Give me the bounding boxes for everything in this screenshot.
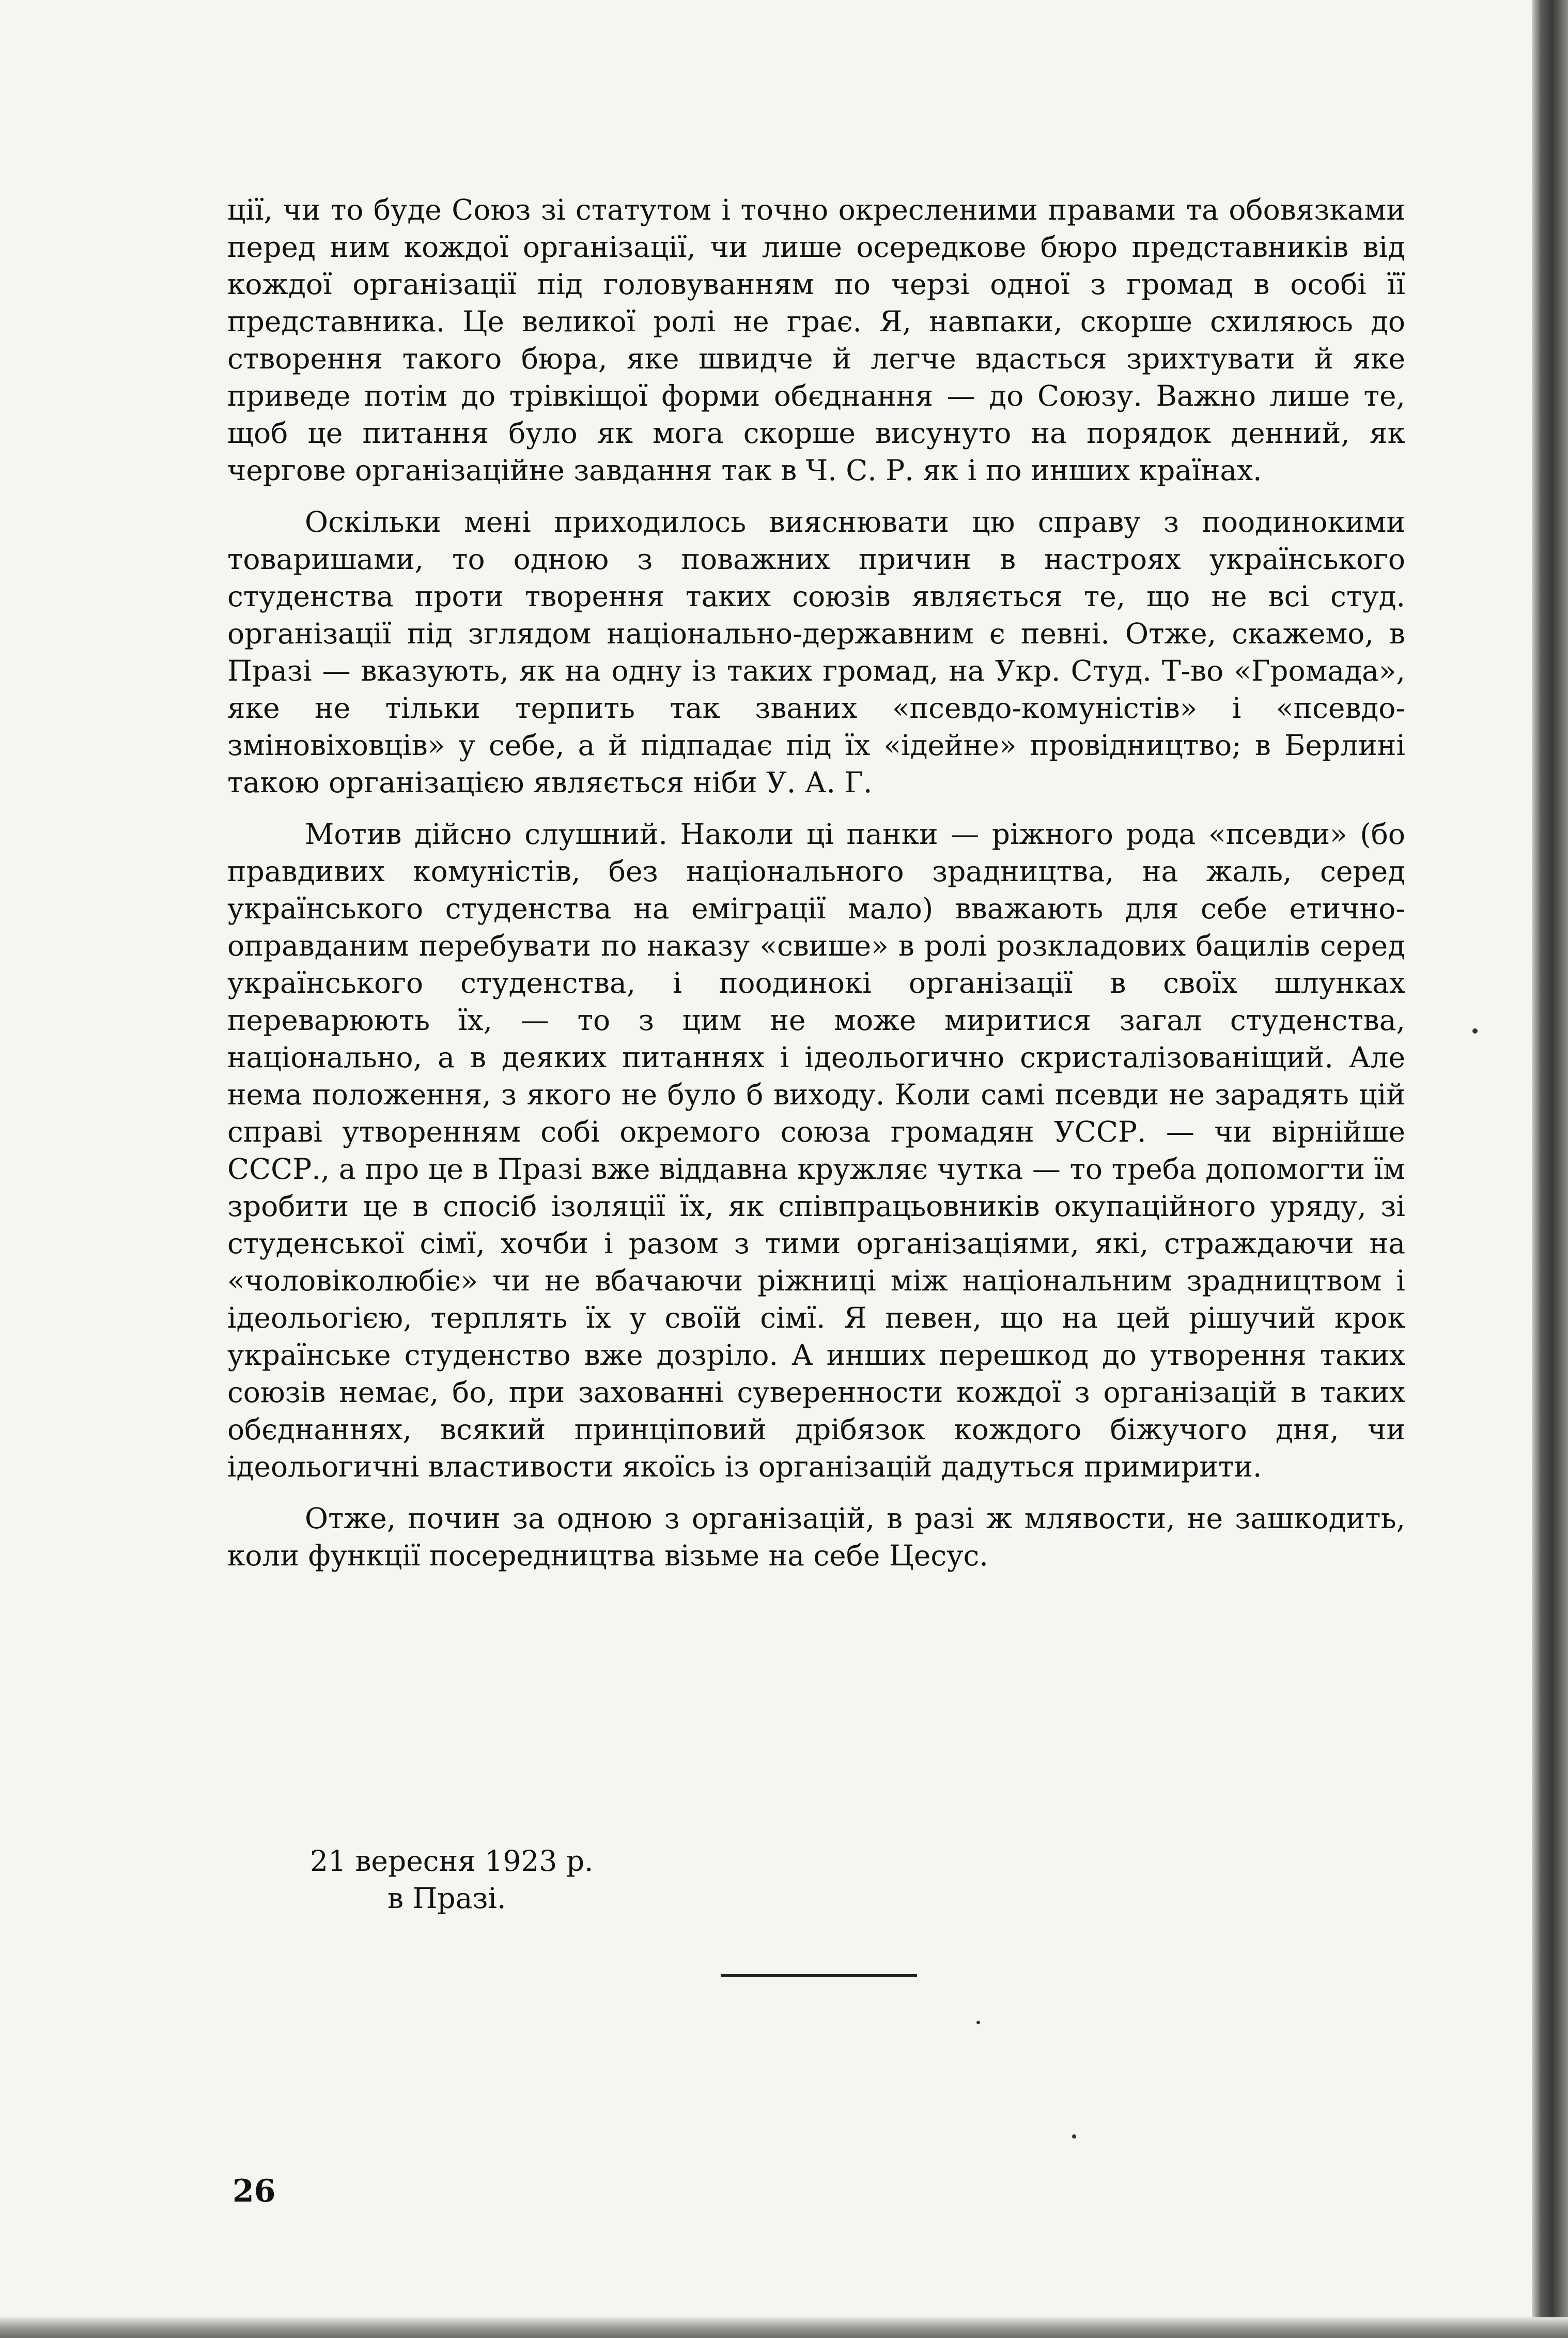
scan-speck [976, 2021, 980, 2024]
page-number: 26 [232, 2173, 276, 2209]
page-edge-shadow [1532, 0, 1568, 2338]
scan-speck [1472, 1028, 1478, 1034]
signoff-date: 21 вересня 1923 р. [310, 1844, 594, 1878]
paragraph-2: Оскільки мені приходилось вияснювати цю справу з поодинокими товаришами, то одною з поважних причин в настроях українського студенства проти творення таких союзів являється те, що не всі студ. організації під зглядом національно-державним є певні. Отже, скажемо, в Празі — вказують, як на одну із таких громад, на Укр. Студ. Т-во «Громада», яке не тільки терпить так званих «псевдо-комуністів» і «псевдо-зміновіховців» у себе, а й підпадає під їх «ідейне» провідництво; в Берлині такою організацією являється ніби У. А. Г. [227, 505, 1405, 799]
page-bottom-shadow [0, 2317, 1568, 2338]
closing-rule [721, 1974, 917, 1977]
paragraph-3: Мотив дійсно слушний. Наколи ці панки — ріжного рода «псевди» (бо правдивих комуністів, без національного зрадництва, на жаль, серед українського студенства на еміграції мало) вважають для себе етично-оправданим перебувати по наказу «свише» в ролі розкладових бацилів серед українського студенства, і поодинокі організації в своїх шлунках переварюють їх, — то з цим не може миритися загал студенства, національно, а в деяких питаннях і ідеольогично скристалізованіщий. Але нема положення, з якого не було б виходу. Коли самі псевди не зарадять цій справі утворенням собі окремого союза громадян УССР. — чи вірнійше СССР., а про це в Празі вже віддавна кружляє чутка — то треба допомогти їм зробити це в спосіб ізоляції їх, як співпрацьовників окупаційного уряду, зі студенської сімї, хочби і разом з тими організаціями, які, страждаючи на «чоловіколюбіє» чи не вбачаючи ріжниці між національним зрадництвом і ідеольогією, терплять їх у своїй сімї. Я певен, що на цей рішучий крок українське студенство вже дозріло. А инших перешкод до утворення таких союзів немає, бо, при захованні суверенности кождої з організацій в таких обєднаннях, всякий принціповий дрібязок кождого біжучого дня, чи ідеольогичні властивости якоїсь із організацій дадуться примирити. [227, 818, 1405, 1483]
signoff-place: в Празі. [387, 1882, 506, 1915]
scan-speck [1072, 2134, 1076, 2139]
body-text [227, 191, 1405, 1589]
paragraph-1: ції, чи то буде Союз зі статутом і точно окресленими правами та обовязками перед ним кождої організації, чи лише осередкове бюро представників від кождої організації під головуванням по черзі одної з громад в особі її представника. Це великої ролі не грає. Я, навпаки, скорше схиляюсь до створення такого бюра, яке швидче й легче вдасться зрихтувати й яке приведе потім до трівкіщої форми обєднання — до Союзу. Важно лише те, щоб це питання було як мога скорше висунуто на порядок денний, як чергове організаційне завдання так в Ч. С. Р. як і по инших країнах. [227, 193, 1405, 487]
paragraph-4: Отже, почин за одною з організацій, в разі ж млявости, не зашкодить, коли функції посередництва візьме на себе Цесус. [227, 1502, 1405, 1572]
signoff [310, 1842, 594, 1917]
